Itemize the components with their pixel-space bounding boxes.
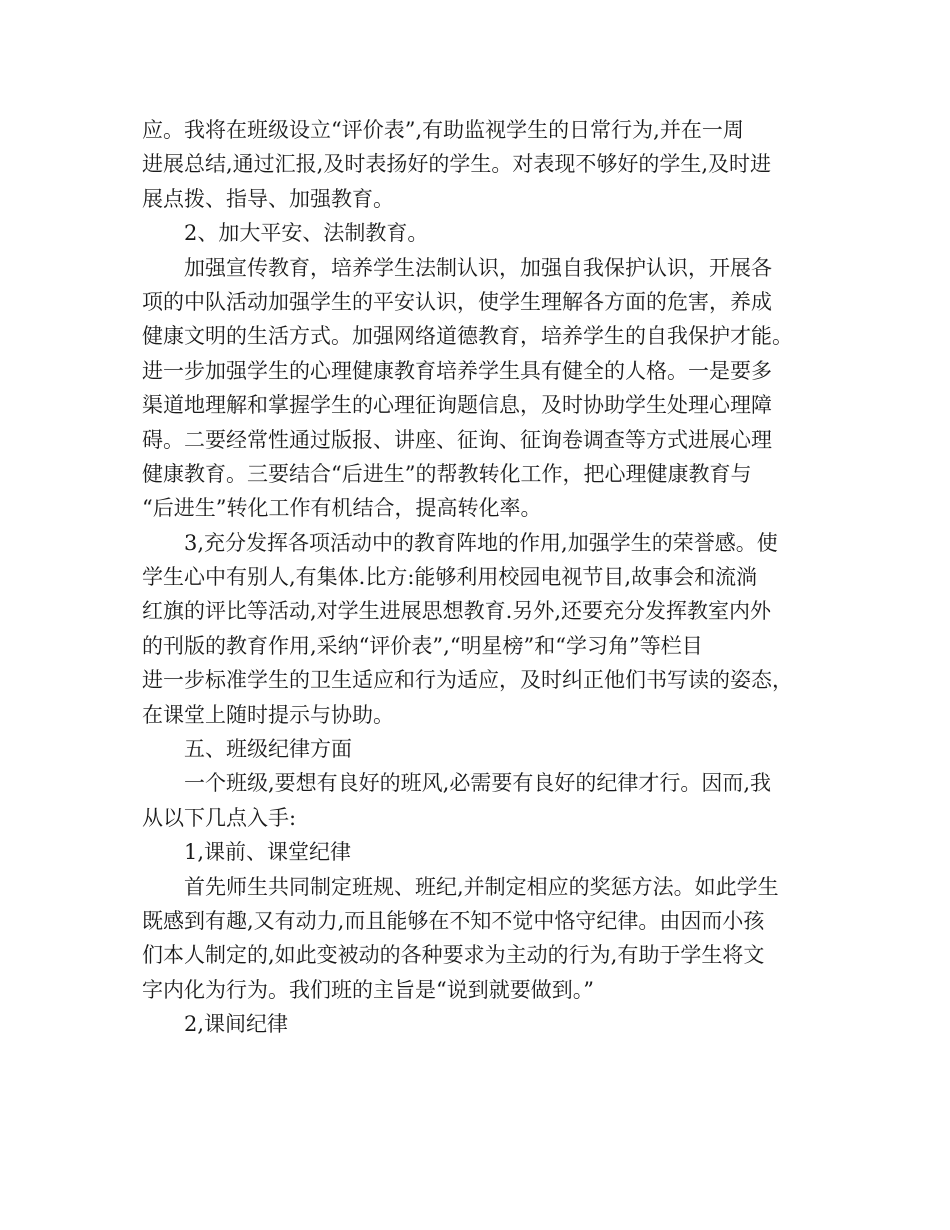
section-heading: 1,课前、课堂纪律 [184,840,352,865]
text-line: 从以下几点入手: [142,805,297,830]
text-line: 渠道地理解和掌握学生的心理征询题信息，及时协助学生处理心理障 [142,393,772,418]
section-heading: 2、加大平安、法制教育。 [184,221,429,246]
text-line: 加强宣传教育，培养学生法制认识，加强自我保护认识，开展各 [184,255,772,280]
text-line: 一个班级,要想有良好的班风,必需要有良好的纪律才行。因而,我 [184,771,772,796]
section-heading: 五、班级纪律方面 [184,737,352,762]
document-body [142,113,822,1042]
text-line: 健康文明的生活方式。加强网络道德教育，培养学生的自我保护才能。 [142,324,793,349]
text-line: 展点拨、指导、加强教育。 [142,186,394,211]
text-line: 进一步加强学生的心理健康教育培养学生具有健全的人格。一是要多 [142,358,772,383]
text-line: 碍。二要经常性通过版报、讲座、征询、征询卷调查等方式进展心理 [142,427,772,452]
text-line: 们本人制定的,如此变被动的各种要求为主动的行为,有助于学生将文 [142,943,765,968]
text-line: 字内化为行为。我们班的主旨是“说到就要做到。” [142,977,594,1002]
text-line: 3,充分发挥各项活动中的教育阵地的作用,加强学生的荣誉感。使 [184,530,778,555]
text-line: 既感到有趣,又有动力,而且能够在不知不觉中恪守纪律。由因而小孩 [142,908,765,933]
section-heading: 2,课间纪律 [184,1012,289,1037]
text-line: 进一步标准学生的卫生适应和行为适应，及时纠正他们书写读的姿态， [142,668,793,693]
text-line: 红旗的评比等活动,对学生进展思想教育.另外,还要充分发挥教室内外 [142,599,772,624]
text-line: 应。我将在班级设立“评价表”,有助监视学生的日常行为,并在一周 [142,118,744,142]
text-line: 首先师生共同制定班规、班纪,并制定相应的奖惩方法。如此学生 [184,874,779,899]
text-line: 学生心中有别人,有集体.比方:能够利用校园电视节目,故事会和流淌 [142,565,758,590]
text-line: “后进生”转化工作有机结合，提高转化率。 [142,496,542,521]
text-line: 项的中队活动加强学生的平安认识，使学生理解各方面的危害，养成 [142,289,772,314]
text-line: 健康教育。三要结合“后进生”的帮教转化工作，把心理健康教育与 [142,461,752,486]
text-line: 的刊版的教育作用,采纳“评价表”,“明星榜”和“学习角”等栏目 [142,633,703,658]
text-line: 进展总结,通过汇报,及时表扬好的学生。对表现不够好的学生,及时进 [142,152,772,177]
text-line: 在课堂上随时提示与协助。 [142,702,394,727]
